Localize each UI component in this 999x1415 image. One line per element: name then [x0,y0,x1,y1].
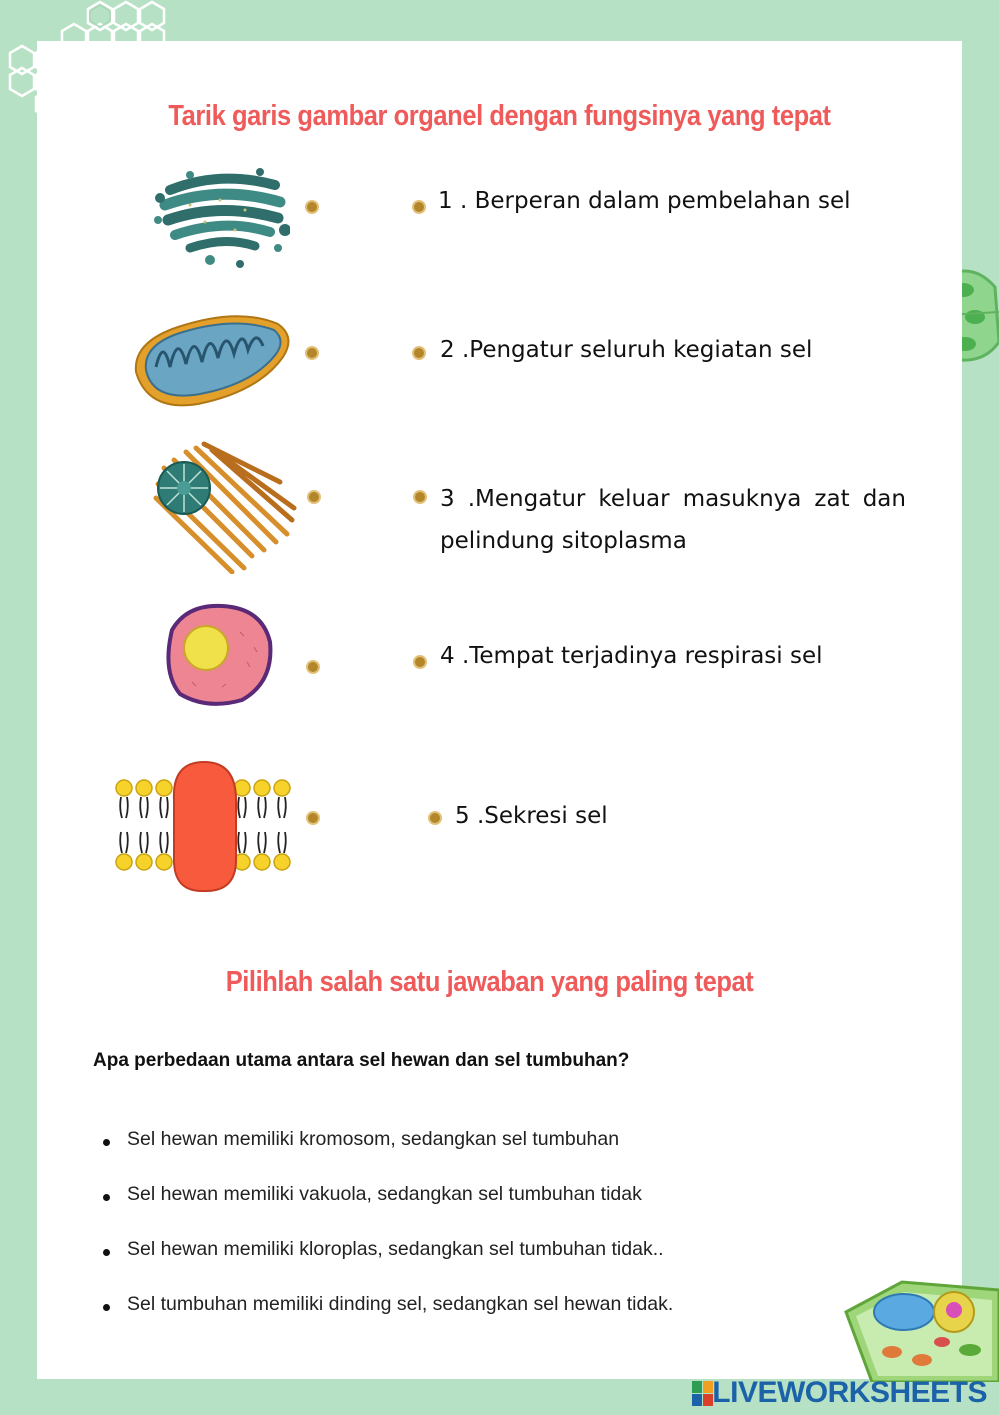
section2-title: Pilihlah salah satu jawaban yang paling tepat [225,966,754,998]
statement-4 [440,643,823,669]
golgi-apparatus-icon[interactable] [150,160,290,270]
question-text: Apa perbedaan utama antara sel hewan dan sel tumbuhan? [93,1050,630,1071]
liveworksheets-brand: LIVEWORKSHEETS [712,1376,987,1409]
statement-3 [440,478,906,562]
statement-2-text: Pengatur seluruh kegiatan sel [469,337,813,363]
organelle-dot-1[interactable] [305,200,319,214]
liveworksheets-logo-icon [692,1381,714,1407]
statement-dot-1[interactable] [412,200,426,214]
statement-2-number: 2 . [440,337,470,363]
organelle-dot-5[interactable] [306,811,320,825]
statement-dot-2[interactable] [412,346,426,360]
statement-dot-4[interactable] [413,655,427,669]
statement-4-number: 4 . [440,643,470,669]
organelle-dot-2[interactable] [305,346,319,360]
statement-1-text: Berperan dalam pembelahan sel [474,188,851,214]
statement-5-text: Sekresi sel [484,803,608,829]
statement-2 [440,337,812,363]
organelle-dot-4[interactable] [306,660,320,674]
answer-option-2[interactable]: Sel hewan memiliki vakuola, sedangkan sel tumbuhan tidak [100,1183,673,1238]
cell-membrane-icon[interactable] [112,760,294,894]
statement-1 [438,188,851,214]
statement-dot-5[interactable] [428,811,442,825]
statement-dot-3[interactable] [413,490,427,504]
organelle-dot-3[interactable] [307,490,321,504]
answer-options [100,1128,673,1348]
section1-title: Tarik garis gambar organel dengan fungsinya yang tepat [168,100,831,132]
answer-option-4[interactable]: Sel tumbuhan memiliki dinding sel, sedangkan sel hewan tidak. [100,1293,673,1348]
answer-option-1[interactable]: Sel hewan memiliki kromosom, sedangkan sel tumbuhan [100,1128,673,1183]
statement-3-number: 3 . [440,486,476,512]
answer-option-3[interactable]: Sel hewan memiliki kloroplas, sedangkan sel tumbuhan tidak.. [100,1238,673,1293]
nucleus-icon[interactable] [162,602,274,708]
statement-3-text: Mengatur keluar masuknya zat dan pelindung sitoplasma [440,486,906,554]
plant-cell-3d-decoration [842,1272,999,1382]
centriole-icon[interactable] [152,438,297,574]
mitochondria-icon[interactable] [136,316,289,405]
statement-5-number: 5 . [455,803,485,829]
statement-5 [455,803,608,829]
statement-4-text: Tempat terjadinya respirasi sel [469,643,823,669]
statement-1-number: 1 . [438,188,468,214]
